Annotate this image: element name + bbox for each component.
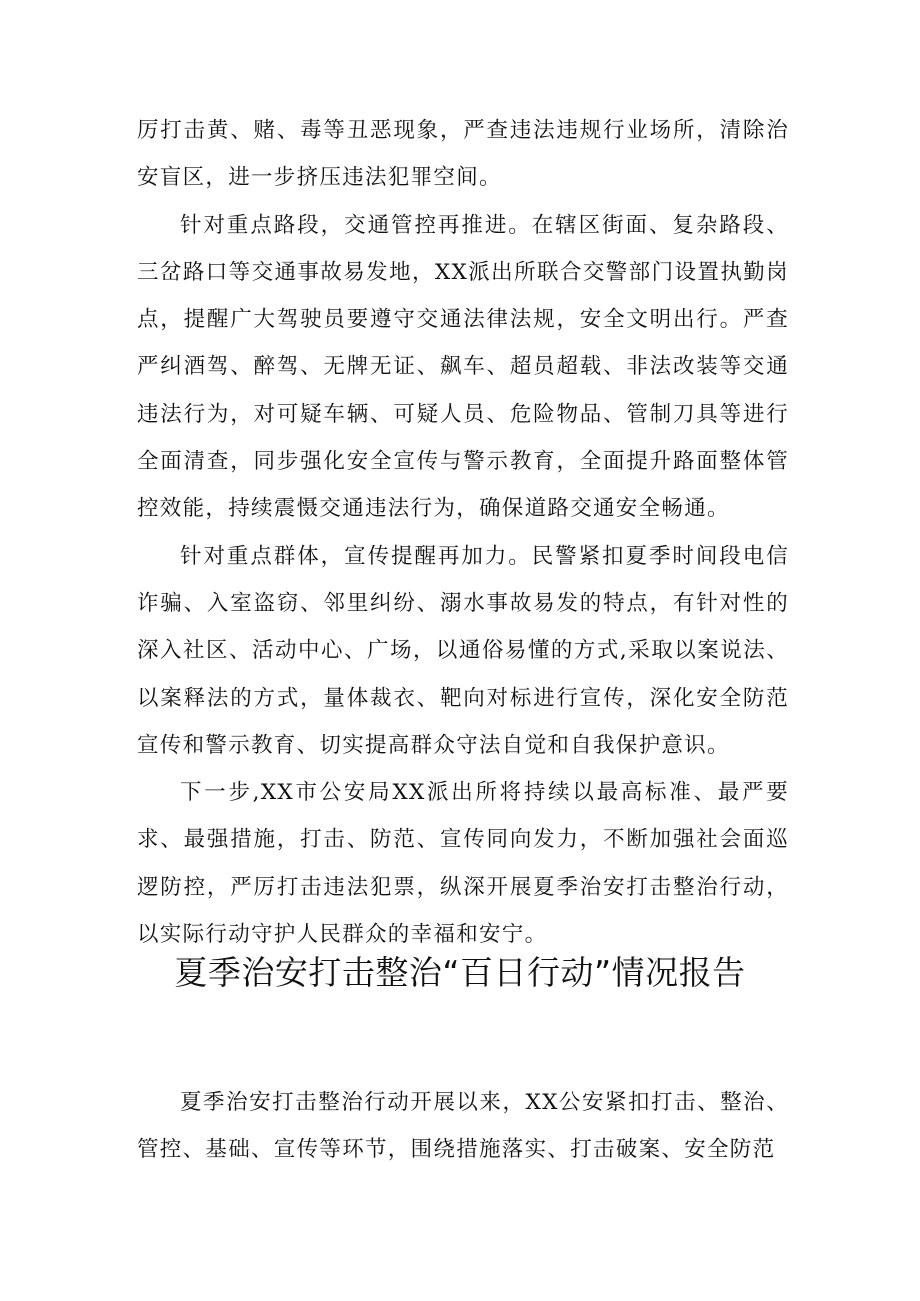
report-title: 夏季治安打击整治“百日行动”情况报告 [174, 953, 746, 992]
paragraph-intro: 夏季治安打击整治行动开展以来，XX公安紧扣打击、整治、管控、基础、宣传等环节，围绕措施落实、打击破案、安全防范 [137, 1090, 789, 1163]
paragraph-publicity: 针对重点群体，宣传提醒再加力。民警紧扣夏季时间段电信诈骗、入室盗窃、邻里纠纷、溺水事故易发的特点，有针对性的深入社区、活动中心、广场，以通俗易懂的方式,采取以案说法、以案释法的方式，量体裁衣、靶向对标进行宣传，深化安全防范宣传和警示教育、切实提高群众守法自觉和自我保护意识。 [137, 543, 789, 758]
body-text-top [137, 107, 789, 958]
paragraph-next-step: 下一步,XX市公安局XX派出所将持续以最高标准、最严要求、最强措施，打击、防范、宣传同向发力，不断加强社会面巡逻防控，严厉打击违法犯票，纵深开展夏季治安打击整治行动，以实际行动守护人民群众的幸福和安宁。 [137, 780, 789, 948]
paragraph-continuation: 厉打击黄、赌、毒等丑恶现象，严查违法违规行业场所，清除治安盲区，进一步挤压违法犯罪空间。 [137, 118, 789, 191]
paragraph-traffic-control: 针对重点路段，交通管控再推进。在辖区街面、复杂路段、三岔路口等交通事故易发地，XX派出所联合交警部门设置执勤岗点，提醒广大驾驶员要遵守交通法律法规，安全文明出行。严查严纠酒驾、醉驾、无牌无证、飙车、超员超载、非法改装等交通违法行为，对可疑车辆、可疑人员、危险物品、管制刀具等进行全面清查，同步强化安全宣传与警示教育，全面提升路面整体管控效能，持续震慑交通违法行为，确保道路交通安全畅通。 [137, 212, 789, 522]
body-text-bottom [137, 1079, 789, 1174]
